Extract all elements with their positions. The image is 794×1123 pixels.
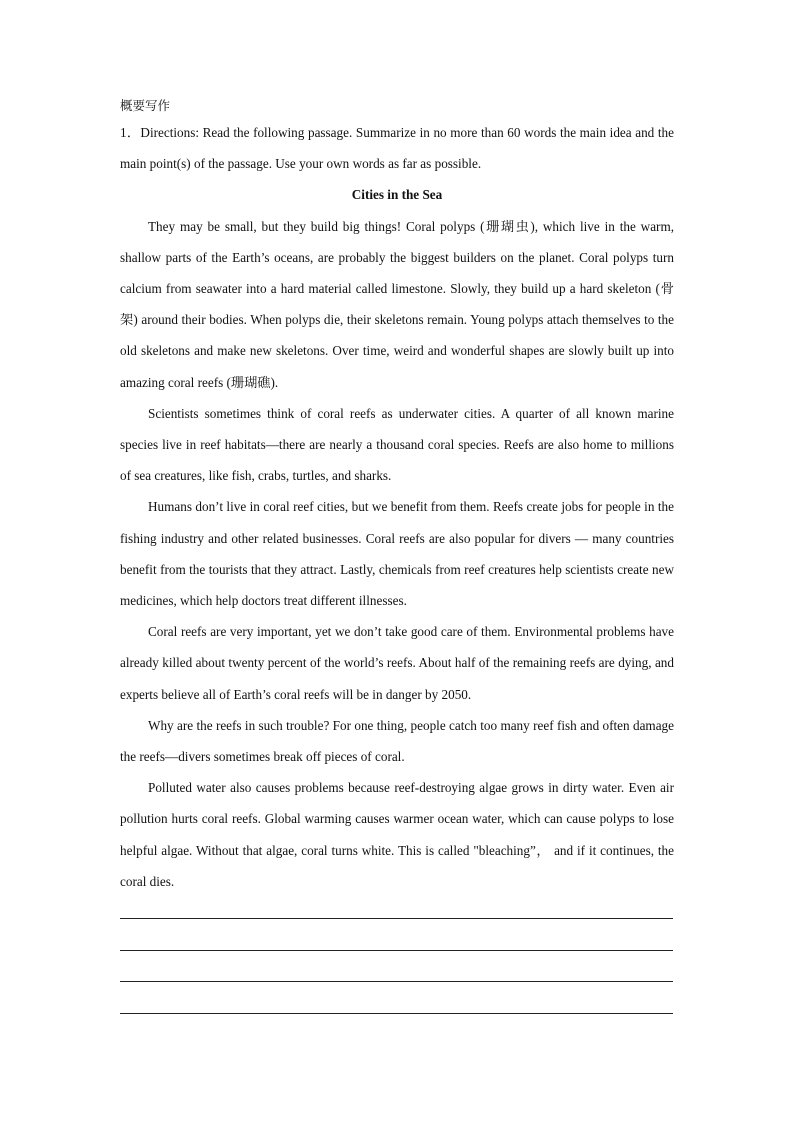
passage-paragraph-6: Polluted water also causes problems because reef-destroying algae grows in dirty water. Even air pollution hurts coral reefs. Global warming causes warmer ocean water, which can cause polyps to lose helpful algae. Without that algae, coral turns white. This is called "bleaching”， and if it continues, the coral dies. — [120, 780, 674, 889]
answer-line-1[interactable] — [120, 918, 673, 919]
answer-line-4[interactable] — [120, 1013, 673, 1014]
passage-paragraph-3: Humans don’t live in coral reef cities, but we benefit from them. Reefs create jobs for people in the fishing industry and other related businesses. Coral reefs are also popular for divers — many countries benefit from the tourists that they attract. Lastly, chemicals from reef creatures help scientists create new medicines, which help doctors treat different illnesses. — [120, 499, 674, 609]
passage-paragraph-4: Coral reefs are very important, yet we don’t take good care of them. Environmental problems have already killed about twenty percent of the world’s reefs. About half of the remaining reefs are dying, and experts believe all of Earth’s coral reefs will be in danger by 2050. — [120, 624, 674, 702]
passage-paragraph-2: Scientists sometimes think of coral reefs as underwater cities. A quarter of all known marine species live in reef habitats—there are nearly a thousand coral species. Reefs are also home to millions of sea creatures, like fish, crabs, turtles, and sharks. — [120, 405, 674, 484]
question-number: 1． — [120, 125, 141, 140]
question-directions — [120, 117, 674, 179]
directions-text: Directions: Read the following passage. Summarize in no more than 60 words the main idea and the main point(s) of the passage. Use your own words as far as possible. — [120, 125, 674, 172]
answer-line-3[interactable] — [120, 981, 673, 982]
passage-paragraph-1: They may be small, but they build big things! Coral polyps (珊瑚虫), which live in the warm, shallow parts of the Earth’s oceans, are probably the biggest builders on the planet. Coral polyps turn calcium from seawater into a hard material called limestone. Slowly, they build up a hard skeleton (骨架) around their bodies. When polyps die, their skeletons remain. Young polyps attach themselves to the old skeletons and make new skeletons. Over time, weird and wonderful shapes are slowly built up into amazing coral reefs (珊瑚礁). — [120, 218, 674, 390]
passage-paragraph-5: Why are the reefs in such trouble? For one thing, people catch too many reef fish and often damage the reefs—divers sometimes break off pieces of coral. — [120, 717, 674, 765]
worksheet-page — [120, 95, 674, 897]
answer-area[interactable] — [120, 918, 673, 1044]
passage-title: Cities in the Sea — [351, 187, 443, 203]
answer-line-2[interactable] — [120, 950, 673, 951]
section-heading: 概要写作 — [120, 98, 171, 113]
